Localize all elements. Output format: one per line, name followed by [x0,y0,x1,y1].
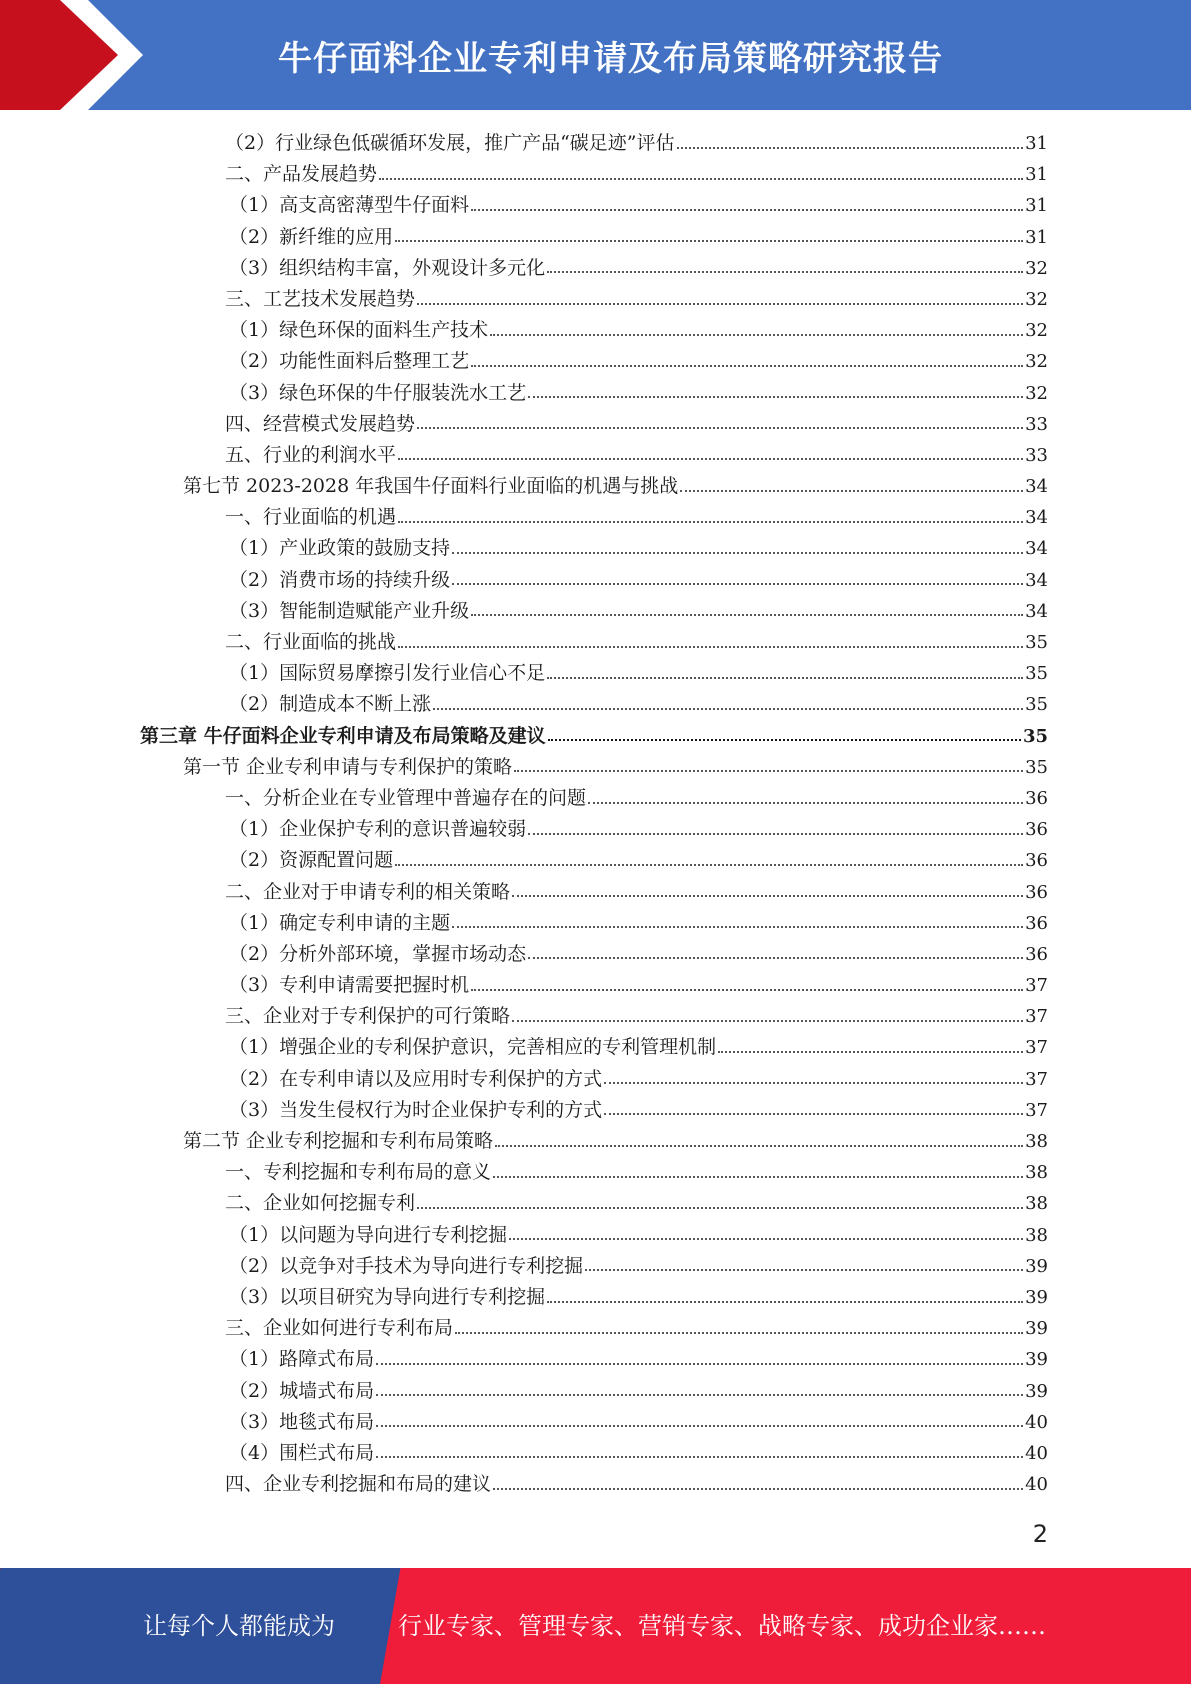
footer-slogan-right: 行业专家、管理专家、营销专家、战略专家、成功企业家…… [398,1612,1046,1640]
toc-entry-label: （2）新纤维的应用 [229,225,394,248]
toc-leader-dots [495,1145,1023,1147]
toc-entry-label: （3）地毯式布局 [229,1410,375,1433]
toc-leader-dots [509,1238,1023,1240]
toc-entry[interactable] [140,502,1048,533]
toc-entry[interactable] [140,409,1048,440]
toc-entry[interactable] [140,1251,1048,1282]
toc-leader-dots [493,1176,1023,1178]
table-of-contents [140,128,1048,1500]
toc-entry-page: 31 [1025,226,1048,248]
toc-leader-dots [548,739,1021,741]
toc-entry-page: 36 [1025,787,1048,809]
toc-entry-page: 31 [1025,133,1048,154]
footer-slogan-left: 让每个人都能成为 [143,1612,335,1640]
toc-leader-dots [680,490,1023,492]
toc-entry-page: 38 [1025,1131,1048,1152]
toc-leader-dots [433,708,1023,710]
toc-entry[interactable] [140,565,1048,596]
toc-leader-dots [452,583,1023,585]
toc-entry[interactable] [140,1001,1048,1032]
toc-leader-dots [585,1269,1023,1271]
toc-entry[interactable] [140,471,1048,502]
page-header [0,0,1191,110]
toc-entry-page: 32 [1025,288,1048,310]
toc-entry[interactable] [140,1344,1048,1375]
toc-entry-page: 34 [1025,600,1048,622]
toc-entry[interactable] [140,190,1048,221]
toc-leader-dots [528,957,1023,959]
toc-entry-page: 32 [1025,320,1048,342]
toc-entry-label: 二、企业如何挖掘专利 [225,1192,416,1215]
toc-entry-label: （1）以问题为导向进行专利挖掘 [229,1223,508,1246]
toc-entry-label: （1）确定专利申请的主题 [229,911,451,934]
toc-entry-page: 32 [1025,257,1048,279]
toc-entry-page: 39 [1025,1349,1048,1371]
toc-entry-label: （1）国际贸易摩擦引发行业信心不足 [229,662,546,685]
toc-leader-dots [471,614,1023,616]
toc-leader-dots [452,552,1023,554]
toc-entry-label: 一、分析企业在专业管理中普遍存在的问题 [225,786,587,809]
toc-entry[interactable] [140,1407,1048,1438]
toc-entry[interactable] [140,1095,1048,1126]
toc-entry-label: （2）行业绿色低碳循环发展，推广产品“碳足迹”评估 [225,132,675,154]
toc-entry-label: 三、企业对于专利保护的可行策略 [225,1005,511,1028]
toc-entry-label: （2）以竞争对手技术为导向进行专利挖掘 [229,1254,584,1277]
toc-entry-label: （3）组织结构丰富，外观设计多元化 [229,256,546,279]
toc-entry[interactable] [140,658,1048,689]
toc-entry-label: 一、行业面临的机遇 [225,506,397,529]
toc-entry-page: 36 [1025,943,1048,965]
toc-leader-dots [376,1456,1023,1458]
toc-entry[interactable] [140,596,1048,627]
toc-entry[interactable] [140,128,1048,159]
toc-entry[interactable] [140,378,1048,409]
page-footer [0,1568,1191,1684]
toc-leader-dots [493,1488,1023,1490]
toc-entry-page: 35 [1022,725,1048,747]
toc-entry-label: （3）以项目研究为导向进行专利挖掘 [229,1285,546,1308]
toc-entry-label: （3）当发生侵权行为时企业保护专利的方式 [229,1098,603,1121]
toc-entry-page: 40 [1025,1411,1048,1433]
report-title: 牛仔面料企业专利申请及布局策略研究报告 [278,38,943,79]
toc-leader-dots [528,396,1023,398]
toc-entry-label: （1）绿色环保的面料生产技术 [229,319,489,342]
toc-entry-label: （3）智能制造赋能产业升级 [229,599,470,622]
toc-entry-page: 31 [1025,164,1048,186]
toc-entry-label: （3）绿色环保的牛仔服装洗水工艺 [229,381,527,404]
toc-leader-dots [471,209,1023,211]
toc-entry-label: 二、行业面临的挑战 [225,631,397,653]
toc-entry[interactable] [140,1282,1048,1313]
toc-entry[interactable] [140,721,1048,752]
toc-entry-label: 第七节 2023-2028 年我国牛仔面料行业面临的机遇与挑战 [183,475,679,498]
toc-entry[interactable] [140,284,1048,315]
toc-entry-label: （1）高支高密薄型牛仔面料 [229,194,470,217]
toc-entry-label: （1）企业保护专利的意识普遍较弱 [229,818,527,841]
toc-entry-label: 一、专利挖掘和专利布局的意义 [225,1161,492,1184]
toc-entry-label: 三、工艺技术发展趋势 [225,287,416,310]
toc-entry-page: 34 [1025,569,1048,591]
page-number: 2 [1032,1520,1048,1548]
toc-leader-dots [417,427,1023,429]
toc-entry[interactable] [140,222,1048,253]
toc-leader-dots [512,1020,1023,1022]
toc-entry-page: 37 [1025,1006,1048,1028]
toc-entry[interactable] [140,752,1048,783]
toc-leader-dots [514,770,1023,772]
toc-entry-page: 39 [1025,1255,1048,1277]
toc-entry[interactable] [140,1438,1048,1469]
toc-entry-page: 37 [1025,975,1048,997]
toc-entry-page: 33 [1025,444,1048,466]
toc-entry-page: 36 [1025,819,1048,841]
toc-entry-page: 39 [1025,1318,1048,1340]
toc-entry-page: 34 [1025,538,1048,560]
toc-entry-page: 38 [1025,1193,1048,1215]
toc-entry[interactable] [140,908,1048,939]
toc-leader-dots [604,1113,1023,1115]
toc-entry[interactable] [140,315,1048,346]
toc-entry-label: （3）专利申请需要把握时机 [229,974,470,997]
toc-entry-label: 五、行业的利润水平 [225,443,397,466]
toc-entry-label: 第一节 企业专利申请与专利保护的策略 [183,755,513,778]
toc-entry-label: 四、经营模式发展趋势 [225,412,416,435]
toc-leader-dots [398,521,1023,523]
toc-entry[interactable] [140,533,1048,564]
toc-entry[interactable] [140,845,1048,876]
toc-leader-dots [471,989,1023,991]
toc-entry[interactable] [140,970,1048,1001]
toc-leader-dots [395,864,1023,866]
toc-entry-page: 34 [1025,476,1048,498]
toc-entry-label: 第二节 企业专利挖掘和专利布局策略 [183,1130,494,1152]
toc-entry-page: 36 [1025,881,1048,903]
toc-leader-dots [677,147,1024,149]
toc-entry-page: 35 [1025,756,1048,778]
toc-entry[interactable] [140,814,1048,845]
toc-leader-dots [398,646,1023,648]
toc-leader-dots [376,1425,1023,1427]
toc-entry[interactable] [140,1376,1048,1407]
toc-entry[interactable] [140,1064,1048,1095]
toc-entry-page: 35 [1025,694,1048,716]
toc-entry-page: 34 [1025,507,1048,529]
toc-leader-dots [452,926,1023,928]
toc-leader-dots [455,1332,1023,1334]
toc-leader-dots [417,1207,1023,1209]
toc-leader-dots [490,334,1023,336]
toc-leader-dots [395,240,1023,242]
toc-entry-label: 二、产品发展趋势 [225,163,378,186]
toc-entry[interactable] [140,627,1048,658]
toc-entry[interactable] [140,1032,1048,1063]
toc-entry-label: 四、企业专利挖掘和布局的建议 [225,1473,492,1496]
toc-leader-dots [512,895,1023,897]
toc-entry-page: 40 [1025,1474,1048,1496]
toc-entry[interactable] [140,159,1048,190]
toc-leader-dots [417,303,1023,305]
toc-entry-label: （2）在专利申请以及应用时专利保护的方式 [229,1067,603,1090]
toc-leader-dots [376,1363,1023,1365]
toc-leader-dots [547,1301,1023,1303]
toc-entry-label: 第三章 牛仔面料企业专利申请及布局策略及建议 [140,724,546,747]
toc-entry[interactable] [140,939,1048,970]
toc-entry-label: （2）功能性面料后整理工艺 [229,350,470,373]
toc-leader-dots [376,1394,1023,1396]
toc-entry[interactable] [140,253,1048,284]
toc-leader-dots [471,365,1023,367]
toc-entry[interactable] [140,1126,1048,1157]
toc-entry[interactable] [140,1469,1048,1500]
toc-entry-label: （1）增强企业的专利保护意识，完善相应的专利管理机制 [229,1036,717,1059]
toc-entry-label: 三、企业如何进行专利布局 [225,1317,454,1340]
toc-entry-label: （2）城墙式布局 [229,1379,375,1402]
toc-entry-label: （2）制造成本不断上涨 [229,693,432,716]
toc-entry-label: （1）路障式布局 [229,1348,375,1371]
toc-entry-page: 31 [1025,195,1048,217]
toc-leader-dots [604,1082,1023,1084]
toc-entry-page: 40 [1025,1442,1048,1464]
toc-entry[interactable] [140,346,1048,377]
toc-entry-label: （4）围栏式布局 [229,1441,375,1464]
toc-leader-dots [547,677,1023,679]
toc-entry-page: 35 [1025,663,1048,685]
toc-entry[interactable] [140,689,1048,720]
toc-entry-page: 37 [1025,1068,1048,1090]
toc-entry-label: （2）资源配置问题 [229,849,394,872]
toc-entry-page: 38 [1025,1224,1048,1246]
toc-entry-label: 二、企业对于申请专利的相关策略 [225,880,511,903]
toc-entry-page: 35 [1025,632,1048,653]
toc-entry[interactable] [140,1220,1048,1251]
toc-entry-page: 32 [1025,351,1048,373]
toc-leader-dots [547,271,1023,273]
toc-entry-page: 39 [1025,1380,1048,1402]
toc-entry-label: （1）产业政策的鼓励支持 [229,537,451,560]
toc-entry-page: 36 [1025,850,1048,872]
toc-entry-page: 37 [1025,1037,1048,1059]
toc-entry[interactable] [140,440,1048,471]
toc-entry[interactable] [140,1188,1048,1219]
toc-entry[interactable] [140,1157,1048,1188]
toc-entry-label: （2）消费市场的持续升级 [229,568,451,591]
toc-leader-dots [528,833,1023,835]
toc-leader-dots [379,178,1023,180]
toc-entry-label: （2）分析外部环境，掌握市场动态 [229,942,527,965]
toc-entry[interactable] [140,783,1048,814]
toc-entry-page: 33 [1025,413,1048,435]
toc-entry-page: 36 [1025,912,1048,934]
toc-leader-dots [398,458,1023,460]
toc-entry-page: 37 [1025,1099,1048,1121]
toc-entry-page: 39 [1025,1286,1048,1308]
toc-entry-page: 32 [1025,382,1048,404]
toc-entry[interactable] [140,877,1048,908]
toc-entry-page: 38 [1025,1162,1048,1184]
toc-leader-dots [718,1051,1023,1053]
toc-entry[interactable] [140,1313,1048,1344]
toc-leader-dots [588,802,1023,804]
